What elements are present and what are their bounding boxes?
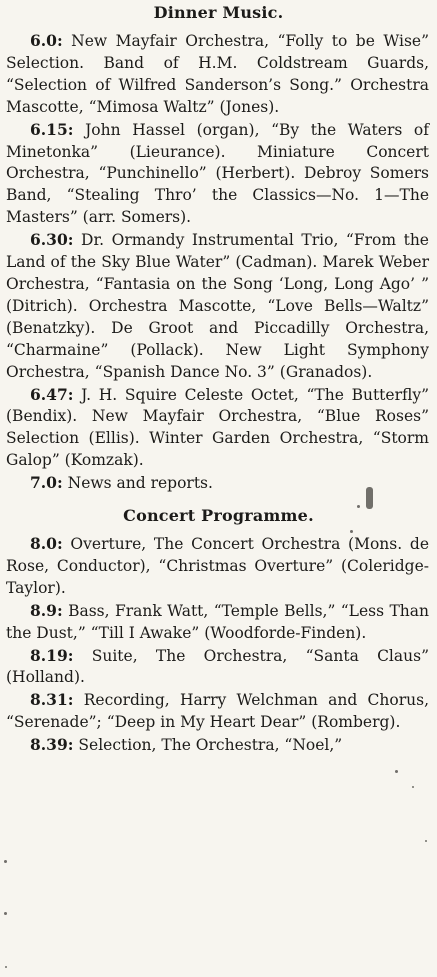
entry-text: New Mayfair Orchestra, “Folly to be Wise” Selection. Band of H.M. Coldstream Guards, “Selection of Wilfred Sanderson’s Song.” Orchestra Mascotte, “Mimosa Waltz” (Jones). [6, 32, 429, 116]
program-entry [6, 645, 429, 690]
entry-time: 7.0: [30, 473, 63, 493]
entry-text: Suite, The Orchestra, “Santa Claus” (Holland). [6, 646, 429, 687]
program-entry [6, 689, 429, 734]
program-entry [6, 600, 429, 645]
program-entry [6, 734, 429, 757]
entry-text: News and reports. [62, 474, 213, 493]
section-heading-concert-programme: Concert Programme. [123, 506, 314, 526]
entry-time: 6.15: [30, 119, 74, 139]
entry-text: Overture, The Concert Orchestra (Mons. de Rose, Conductor), “Christmas Overture” (Coleridge-Taylor). [6, 535, 429, 597]
ink-speck [425, 840, 427, 842]
ink-speck [412, 786, 414, 788]
program-entry [6, 472, 429, 495]
entry-text: J. H. Squire Celeste Octet, “The Butterfly” (Bendix). New Mayfair Orchestra, “Blue Roses” Selection (Ellis). Winter Garden Orchestra, “Storm Galop” (Komzak). [6, 385, 429, 470]
ink-speck [4, 912, 7, 915]
entry-text: Recording, Harry Welchman and Chorus, “Serenade”; “Deep in My Heart Dear” (Romberg). [6, 691, 429, 732]
entry-time: 8.19: [30, 645, 74, 665]
entry-time: 6.0: [30, 31, 63, 50]
dinner-music-entries [0, 30, 437, 495]
entry-text: Selection, The Orchestra, “Noel,” [73, 736, 343, 755]
entry-time: 8.9: [30, 600, 63, 620]
section-heading-dinner-music: Dinner Music. [153, 3, 284, 22]
program-entry [6, 30, 429, 119]
entry-time: 8.31: [30, 690, 74, 710]
entry-time: 8.39: [30, 735, 74, 755]
entry-time: 6.30: [30, 230, 74, 250]
entry-text: Dr. Ormandy Instrumental Trio, “From the Land of the Sky Blue Water” (Cadman). Marek Weber Orchestra, “Fantasia on the Song ‘Long, Long Ago’ ” (Ditrich). Orchestra Mascotte, “Love Bells—Waltz” (Benatzky). De Groot and Piccadilly Orchestra, “Charmaine” (Pollack). New Light Symphony Orchestra, “Spanish Dance No. 3” (Granados). [6, 231, 429, 381]
program-entry [6, 384, 429, 473]
program-entry [6, 533, 429, 600]
entry-time: 8.0: [30, 534, 63, 554]
ink-speck [395, 770, 398, 773]
entry-time: 6.47: [30, 384, 74, 404]
ink-speck [4, 860, 7, 863]
entry-text: John Hassel (organ), “By the Waters of Minetonka” (Lieurance). Miniature Concert Orchestra, “Punchinello” (Herbert). Debroy Somers Band, “Stealing Thro’ the Classics—No. 1—The Masters” (arr. Somers). [6, 120, 429, 227]
ink-speck [5, 966, 7, 968]
entry-text: Bass, Frank Watt, “Temple Bells,” “Less Than the Dust,” “Till I Awake” (Woodforde-Finden). [6, 601, 429, 642]
program-entry [6, 119, 429, 230]
program-entry [6, 229, 429, 383]
concert-programme-entries [0, 533, 437, 757]
